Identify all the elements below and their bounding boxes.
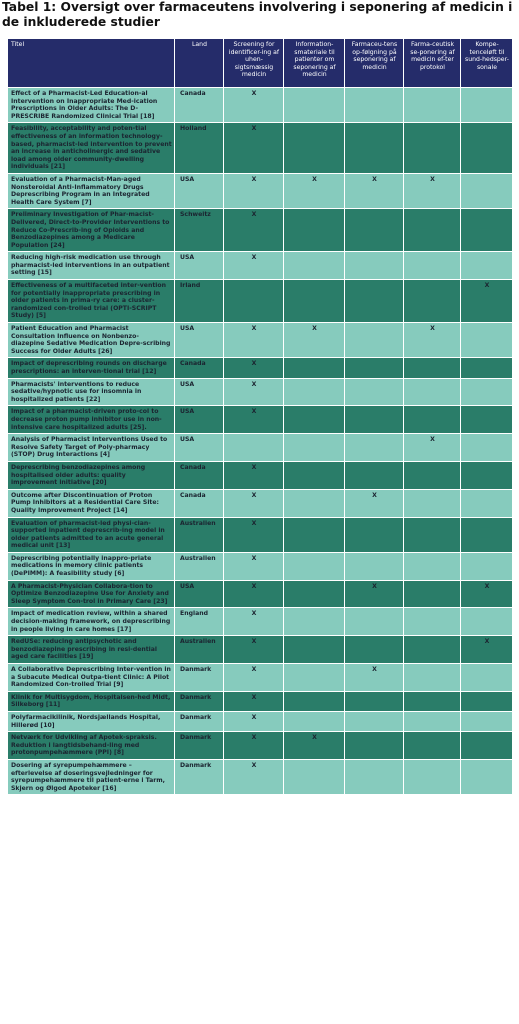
cell-protocol — [404, 209, 461, 252]
cell-country: USA — [175, 378, 224, 406]
table-row — [8, 252, 513, 280]
cell-competence — [461, 434, 513, 462]
cell-followup — [345, 759, 404, 794]
cell-title: A Pharmacist-Physician Collabora-tion to Optimize Benzodiazepine Use for Anxiety and Sleep Symptom Con-trol in Primary Care [23] — [8, 580, 175, 608]
cell-followup — [345, 517, 404, 552]
cell-info — [284, 461, 345, 489]
cell-competence — [461, 209, 513, 252]
table-row — [8, 664, 513, 692]
cell-protocol — [404, 759, 461, 794]
cell-country: Canada — [175, 461, 224, 489]
cell-competence — [461, 461, 513, 489]
cell-title: Evaluation of pharmacist-led physi-cian-supported inpatient deprescrib-ing model in older patients admitted to an acute general medical unit [13] — [8, 517, 175, 552]
cell-protocol — [404, 461, 461, 489]
cell-info — [284, 517, 345, 552]
cell-protocol — [404, 378, 461, 406]
cell-followup — [345, 608, 404, 636]
cell-protocol — [404, 489, 461, 517]
cell-competence: X — [461, 280, 513, 323]
cell-competence: X — [461, 636, 513, 664]
cell-competence — [461, 378, 513, 406]
cell-country: Danmark — [175, 759, 224, 794]
cell-info — [284, 580, 345, 608]
cell-title: Netværk for Udvikling af Apotek-spraksis. Reduktion i langtidsbehand-ling med protonpumpehæmmere (PPI) [8] — [8, 732, 175, 760]
cell-screening: X — [224, 88, 284, 123]
cell-info — [284, 691, 345, 711]
cell-info — [284, 209, 345, 252]
cell-title: Polyfarmacikilinik, Nordsjællands Hospital, Hillerød [10] — [8, 711, 175, 731]
table-row — [8, 280, 513, 323]
cell-country: Australien — [175, 636, 224, 664]
cell-info — [284, 378, 345, 406]
cell-title: Patient Education and Pharmacist Consultation Influence on Nonbenzo-diazepine Sedative Medication Depre-scribing Success for Older Adults [26] — [8, 323, 175, 358]
cell-info — [284, 123, 345, 174]
table-row — [8, 461, 513, 489]
table-row — [8, 434, 513, 462]
cell-screening: X — [224, 123, 284, 174]
cell-title: Pharmacists' interventions to reduce sedative/hypnotic use for insomnia in hospitalized patients [22] — [8, 378, 175, 406]
cell-competence — [461, 711, 513, 731]
cell-competence — [461, 358, 513, 378]
cell-title: Deprescribing potentially inappro-priate medications in memory clinic patients (DePIMM): A feasibility study [6] — [8, 552, 175, 580]
cell-protocol — [404, 608, 461, 636]
cell-screening: X — [224, 489, 284, 517]
cell-screening: X — [224, 358, 284, 378]
cell-screening: X — [224, 732, 284, 760]
cell-screening: X — [224, 461, 284, 489]
cell-info — [284, 434, 345, 462]
cell-info — [284, 759, 345, 794]
table-row — [8, 580, 513, 608]
table-row — [8, 517, 513, 552]
cell-title: Impact of medication review, within a shared decision-making framework, on deprescribing in people living in care homes [17] — [8, 608, 175, 636]
cell-title: Impact of a pharmacist-driven proto-col to decrease proton pump inhibitor use in non-intensive care hospitalized adults [25]. — [8, 406, 175, 434]
cell-protocol: X — [404, 173, 461, 208]
cell-screening: X — [224, 173, 284, 208]
cell-info — [284, 280, 345, 323]
cell-title: Outcome after Discontinuation of Proton Pump Inhibitors at a Residential Care Site: Quality Improvement Project [14] — [8, 489, 175, 517]
cell-protocol — [404, 252, 461, 280]
cell-screening: X — [224, 252, 284, 280]
cell-screening: X — [224, 323, 284, 358]
cell-protocol: X — [404, 434, 461, 462]
cell-title: Analysis of Pharmacist Interventions Used to Resolve Safety Target of Poly-pharmacy (STOP) Drug Interactions [4] — [8, 434, 175, 462]
cell-title: Feasibility, acceptability and poten-tial effectiveness of an information technology-based, pharmacist-led intervention to prevent an increase in anticholinergic and sedative load among older community-dwelling individuals [21] — [8, 123, 175, 174]
header-country: Land — [175, 39, 224, 88]
cell-country: USA — [175, 434, 224, 462]
cell-followup — [345, 123, 404, 174]
cell-competence — [461, 489, 513, 517]
cell-followup — [345, 552, 404, 580]
cell-competence — [461, 517, 513, 552]
cell-title: Effect of a Pharmacist-Led Education-al Intervention on Inappropriate Med-ication Prescriptions in Older Adults: The D-PRESCRIBE Randomized Clinical Trial [18] — [8, 88, 175, 123]
cell-competence — [461, 406, 513, 434]
cell-followup — [345, 636, 404, 664]
cell-country: Danmark — [175, 664, 224, 692]
cell-competence — [461, 173, 513, 208]
cell-competence — [461, 252, 513, 280]
cell-country: Danmark — [175, 732, 224, 760]
header-competence: Kompe-tenceløft til sund-hedsper-sonale — [461, 39, 513, 88]
cell-protocol — [404, 664, 461, 692]
table-row — [8, 608, 513, 636]
cell-screening: X — [224, 517, 284, 552]
cell-followup — [345, 378, 404, 406]
cell-screening: X — [224, 691, 284, 711]
cell-competence — [461, 608, 513, 636]
cell-protocol — [404, 552, 461, 580]
cell-info — [284, 358, 345, 378]
cell-screening: X — [224, 759, 284, 794]
cell-protocol — [404, 88, 461, 123]
table-row — [8, 489, 513, 517]
cell-competence — [461, 732, 513, 760]
table-row — [8, 378, 513, 406]
cell-competence — [461, 123, 513, 174]
cell-followup: X — [345, 664, 404, 692]
cell-title: Evaluation of a Pharmacist-Man-aged Nonsteroidal Anti-Inflammatory Drugs Deprescribing Program in an Integrated Health Care System [7] — [8, 173, 175, 208]
cell-screening: X — [224, 552, 284, 580]
cell-protocol — [404, 406, 461, 434]
cell-country: USA — [175, 173, 224, 208]
cell-title: Reducing high-risk medication use through pharmacist-led interventions in an outpatient setting [15] — [8, 252, 175, 280]
cell-followup — [345, 461, 404, 489]
cell-title: Deprescribing benzodiazepines among hospitalised older adults: quality improvement initiative [20] — [8, 461, 175, 489]
table-row — [8, 358, 513, 378]
header-followup: Farmaceu-tens op-følgning på seponering af medicin — [345, 39, 404, 88]
cell-info — [284, 252, 345, 280]
table-row — [8, 173, 513, 208]
cell-followup — [345, 209, 404, 252]
cell-country: England — [175, 608, 224, 636]
cell-protocol — [404, 580, 461, 608]
cell-info — [284, 636, 345, 664]
cell-competence: X — [461, 580, 513, 608]
cell-screening — [224, 280, 284, 323]
cell-followup — [345, 323, 404, 358]
cell-followup — [345, 88, 404, 123]
cell-competence — [461, 664, 513, 692]
cell-country: Canada — [175, 489, 224, 517]
cell-info: X — [284, 173, 345, 208]
cell-protocol — [404, 358, 461, 378]
table-caption: Tabel 1: Oversigt over farmaceutens involvering i seponering af medicin i de inkluderede studier — [2, 0, 513, 29]
table-row — [8, 711, 513, 731]
cell-followup — [345, 732, 404, 760]
cell-screening: X — [224, 711, 284, 731]
cell-protocol — [404, 732, 461, 760]
cell-title: RedUSe: reducing antipsychotic and benzodiazepine prescribing in resi-dential aged care facilities [19] — [8, 636, 175, 664]
cell-protocol — [404, 691, 461, 711]
table-row — [8, 209, 513, 252]
header-info: Information-smateriale til patienter om seponering af medicin — [284, 39, 345, 88]
cell-title: Impact of deprescribing rounds on discharge prescriptions: an interven-tional trial [12] — [8, 358, 175, 378]
cell-screening: X — [224, 664, 284, 692]
table-row — [8, 406, 513, 434]
cell-country: USA — [175, 323, 224, 358]
cell-country: Danmark — [175, 691, 224, 711]
cell-info — [284, 711, 345, 731]
cell-country: Danmark — [175, 711, 224, 731]
cell-competence — [461, 88, 513, 123]
table-row — [8, 636, 513, 664]
table-row — [8, 759, 513, 794]
table-row — [8, 88, 513, 123]
cell-info — [284, 489, 345, 517]
table-row — [8, 323, 513, 358]
cell-protocol — [404, 517, 461, 552]
cell-followup — [345, 280, 404, 323]
cell-title: Dosering af syrepumpehæmmere – efterlevelse af doseringsvejledninger for syrepumpehæmmere til patient-erne i Tarm, Skjern og Ølgod Apoteker [16] — [8, 759, 175, 794]
cell-country: Irland — [175, 280, 224, 323]
header-title: Titel — [8, 39, 175, 88]
cell-followup: X — [345, 580, 404, 608]
table-row — [8, 732, 513, 760]
cell-country: USA — [175, 406, 224, 434]
cell-competence — [461, 759, 513, 794]
cell-screening: X — [224, 406, 284, 434]
cell-info — [284, 552, 345, 580]
cell-country: USA — [175, 252, 224, 280]
cell-protocol — [404, 711, 461, 731]
cell-followup: X — [345, 173, 404, 208]
cell-info: X — [284, 323, 345, 358]
cell-competence — [461, 323, 513, 358]
cell-protocol — [404, 123, 461, 174]
cell-followup — [345, 252, 404, 280]
cell-followup — [345, 711, 404, 731]
table-row — [8, 691, 513, 711]
cell-country: Schweitz — [175, 209, 224, 252]
cell-followup — [345, 358, 404, 378]
cell-followup — [345, 434, 404, 462]
cell-info — [284, 406, 345, 434]
cell-screening: X — [224, 209, 284, 252]
header-row — [8, 39, 513, 88]
table-row — [8, 123, 513, 174]
cell-title: A Collaborative Deprescribing Inter-vention in a Subacute Medical Outpa-tient Clinic: A Pilot Randomized Con-trolled Trial [9] — [8, 664, 175, 692]
cell-protocol — [404, 636, 461, 664]
cell-country: Holland — [175, 123, 224, 174]
cell-title: Effectiveness of a multifaceted inter-vention for potentially inappropriate prescribing in older patients in prima-ry care: a cluster-randomized con-trolled trial (OPTI-SCRIPT Study) [5] — [8, 280, 175, 323]
cell-info: X — [284, 732, 345, 760]
cell-screening: X — [224, 378, 284, 406]
cell-info — [284, 664, 345, 692]
cell-country: Canada — [175, 88, 224, 123]
cell-protocol — [404, 280, 461, 323]
header-screening: Screening for identificer-ing af uhen-sigtsmæssig medicin — [224, 39, 284, 88]
cell-country: Australien — [175, 552, 224, 580]
cell-followup — [345, 691, 404, 711]
cell-country: Australien — [175, 517, 224, 552]
header-protocol: Farma-ceutisk se-ponering af medicin ef-ter protokol — [404, 39, 461, 88]
cell-info — [284, 88, 345, 123]
cell-competence — [461, 552, 513, 580]
cell-country: USA — [175, 580, 224, 608]
cell-title: Klinik for Multisygdom, Hospitalsen-hed Midt, Silkeborg [11] — [8, 691, 175, 711]
cell-country: Canada — [175, 358, 224, 378]
cell-protocol: X — [404, 323, 461, 358]
cell-competence — [461, 691, 513, 711]
cell-info — [284, 608, 345, 636]
cell-title: Preliminary Investigation of Phar-macist-Delivered, Direct-to-Provider Interventions to Reduce Co-Prescrib-ing of Opioids and Benzodiazepines among a Medicare Population [24] — [8, 209, 175, 252]
table-row — [8, 552, 513, 580]
involvement-table — [7, 38, 513, 795]
cell-followup: X — [345, 489, 404, 517]
cell-followup — [345, 406, 404, 434]
cell-screening: X — [224, 636, 284, 664]
cell-screening: X — [224, 608, 284, 636]
cell-screening — [224, 434, 284, 462]
cell-screening: X — [224, 580, 284, 608]
